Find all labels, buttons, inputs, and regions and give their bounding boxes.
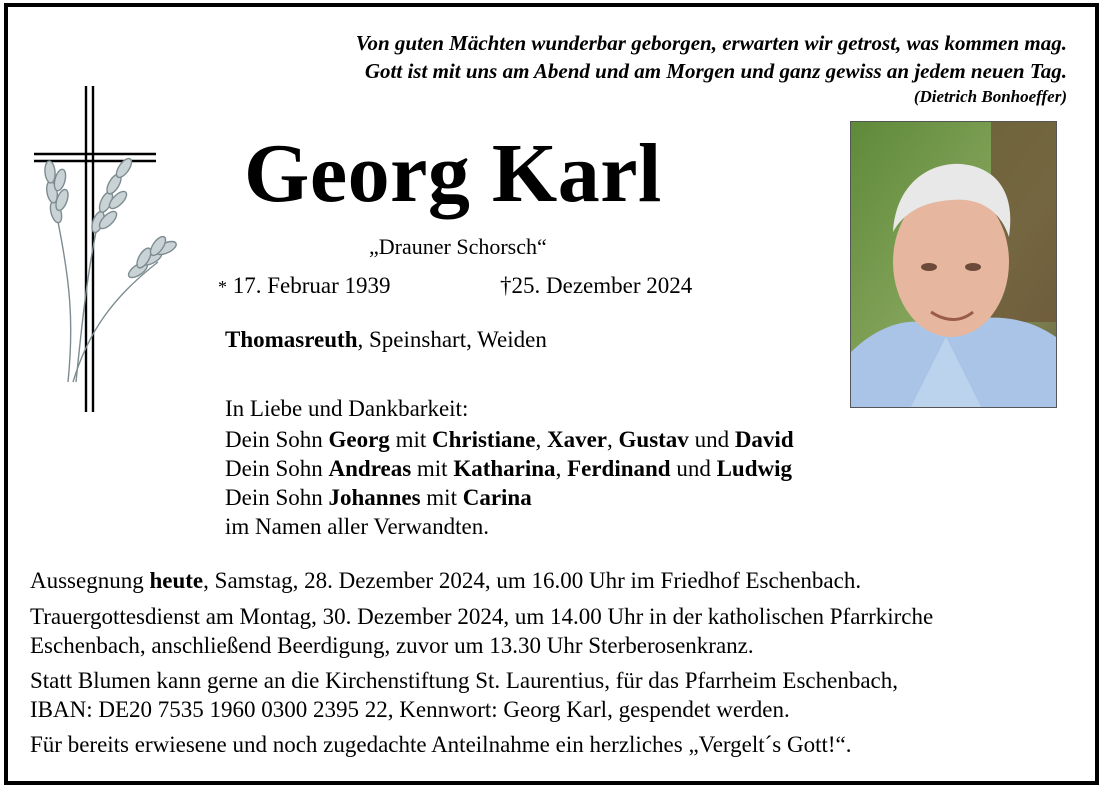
- family-name: Gustav: [618, 427, 689, 452]
- family-name: David: [734, 427, 794, 452]
- residence: [225, 327, 547, 353]
- cross-with-wheat-icon: [28, 82, 188, 418]
- portrait-photo: [850, 121, 1057, 408]
- family-name: Katharina: [453, 456, 556, 481]
- text: ,: [607, 427, 619, 452]
- death-date: [500, 273, 692, 299]
- residence-village: Thomasreuth: [225, 327, 358, 352]
- text: und: [670, 456, 717, 481]
- son-name: Johannes: [328, 485, 421, 510]
- text: , Samstag, 28. Dezember 2024, um 16.00 Uhr im Friedhof Eschenbach.: [203, 568, 862, 593]
- quote-line-2: Gott ist mit uns am Abend und am Morgen und ganz gewiss an jedem neuen Tag.: [364, 59, 1067, 83]
- death-date-text: 25. Dezember 2024: [511, 273, 693, 298]
- text: ,: [535, 427, 547, 452]
- text: und: [688, 427, 735, 452]
- quote-source: (Dietrich Bonhoeffer): [913, 87, 1067, 106]
- text: Dein Sohn: [225, 427, 329, 452]
- service-line-2: Eschenbach, anschließend Beerdigung, zuvor um 13.30 Uhr Sterberosenkranz.: [30, 633, 754, 658]
- residence-rest: , Speinshart, Weiden: [357, 327, 547, 352]
- death-cross-icon: †: [500, 273, 512, 298]
- family-name: Xaver: [546, 427, 608, 452]
- donation-line-2: IBAN: DE20 7535 1960 0300 2395 22, Kennwort: Georg Karl, gespendet werden.: [30, 697, 790, 722]
- service-line-1: Trauergottesdienst am Montag, 30. Dezember 2024, um 14.00 Uhr in der katholischen Pfarrkirche: [30, 604, 934, 629]
- family-name: Ferdinand: [567, 456, 671, 481]
- mourners-line-2: [225, 454, 792, 483]
- deceased-name: Georg Karl: [244, 127, 662, 220]
- birth-star-icon: *: [218, 277, 227, 298]
- quote-line-1: Von guten Mächten wunderbar geborgen, erwarten wir getrost, was kommen mag.: [355, 31, 1067, 55]
- text: mit: [420, 485, 463, 510]
- mourners-line-1: [225, 425, 794, 454]
- son-name: Georg: [328, 427, 390, 452]
- funeral-info: [30, 566, 861, 595]
- family-name: Carina: [462, 485, 532, 510]
- birth-date: [218, 273, 391, 299]
- donation-line-1: Statt Blumen kann gerne an die Kirchenstiftung St. Laurentius, für das Pfarrheim Eschenbach,: [30, 668, 899, 693]
- text: Dein Sohn: [225, 456, 329, 481]
- text: ,: [555, 456, 568, 481]
- text: mit: [411, 456, 454, 481]
- mourners-line-3: [225, 483, 532, 512]
- today-emphasis: heute: [149, 568, 204, 593]
- family-name: Christiane: [431, 427, 536, 452]
- son-name: Andreas: [328, 456, 412, 481]
- deceased-nickname: „Drauner Schorsch“: [369, 234, 547, 259]
- birth-date-text: 17. Februar 1939: [232, 273, 391, 298]
- text: mit: [389, 427, 432, 452]
- text: Aussegnung: [30, 568, 150, 593]
- mourners-line-4: im Namen aller Verwandten.: [225, 514, 489, 539]
- text: Dein Sohn: [225, 485, 329, 510]
- mourners-intro: In Liebe und Dankbarkeit:: [225, 396, 469, 421]
- thanks-line: Für bereits erwiesene und noch zugedachte Anteilnahme ein herzliches „Vergelt´s Gott!“.: [30, 732, 852, 757]
- family-name: Ludwig: [716, 456, 793, 481]
